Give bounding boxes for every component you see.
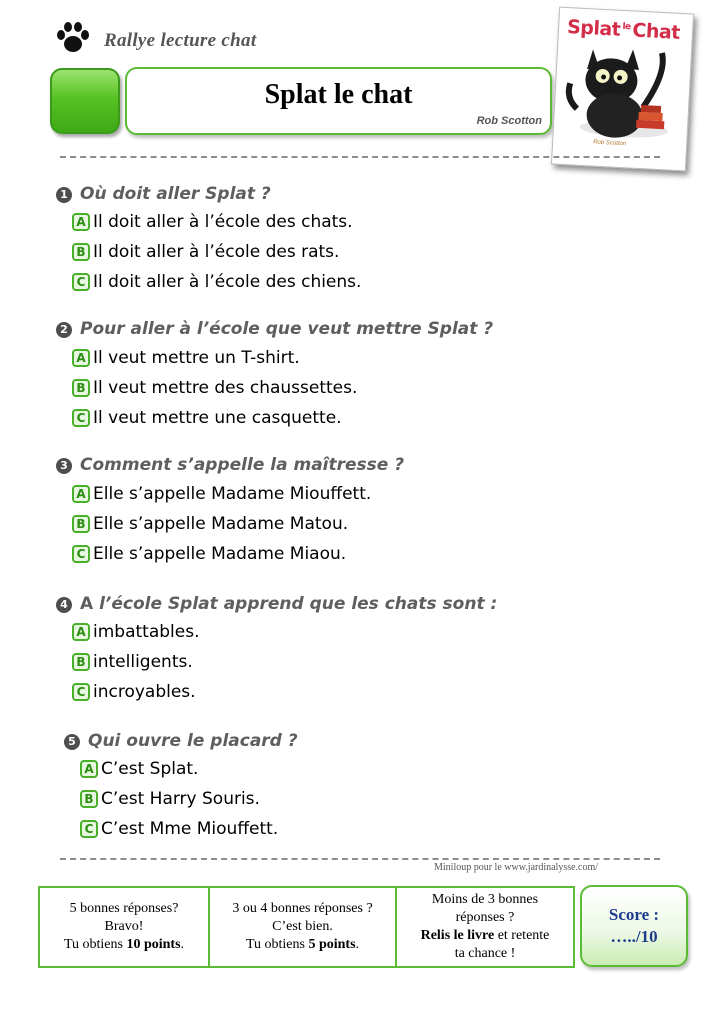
cell-text: et retente [494, 928, 550, 943]
answer-3b[interactable] [72, 514, 348, 534]
answer-text: intelligents. [93, 652, 193, 672]
cell-line: Moins de 3 bonnes [431, 892, 539, 907]
divider-bottom [60, 858, 660, 860]
option-a-badge: A [72, 623, 90, 641]
cover-title-splat: Splat [566, 16, 621, 41]
score-cell-10 [40, 888, 210, 966]
question-text: Comment s’appelle la maîtresse ? [80, 455, 405, 475]
answer-text: Elle s’appelle Madame Miaou. [93, 544, 347, 564]
score-box [580, 885, 688, 967]
question-text: l’école Splat apprend que les chats sont : [99, 594, 498, 614]
option-b-badge: B [72, 379, 90, 397]
cover-title-chat: Chat [631, 19, 681, 44]
question-1 [56, 184, 271, 204]
cell-line: 5 bonnes réponses? [69, 901, 179, 916]
answer-4a[interactable] [72, 622, 199, 642]
cell-line: C’est bien. [272, 919, 333, 934]
option-b-badge: B [72, 515, 90, 533]
book-cover-image [551, 7, 694, 172]
cell-text: Tu obtiens [245, 937, 309, 952]
option-a-badge: A [80, 760, 98, 778]
answer-text: Il veut mettre un T-shirt. [93, 348, 300, 368]
question-3 [56, 455, 404, 475]
cell-line [40, 936, 208, 954]
score-cell-retry [397, 888, 573, 966]
option-a-badge: A [72, 485, 90, 503]
cover-title-le: le [622, 21, 631, 33]
answer-5c[interactable] [80, 819, 278, 839]
score-label: Score : [608, 905, 660, 924]
cell-line [397, 927, 573, 945]
title-box [125, 67, 552, 135]
question-text: Qui ouvre le placard ? [88, 731, 298, 751]
question-number: 1 [56, 187, 72, 203]
paw-print-icon [55, 22, 91, 54]
answer-3a[interactable] [72, 484, 371, 504]
answer-4c[interactable] [72, 682, 196, 702]
answer-2a[interactable] [72, 348, 300, 368]
cell-text: . [180, 937, 185, 952]
cell-line [210, 936, 395, 954]
answer-2c[interactable] [72, 408, 342, 428]
cell-text: Tu obtiens [63, 937, 127, 952]
cell-line: Bravo! [104, 919, 144, 934]
page-title: Splat le chat [264, 79, 413, 110]
option-b-badge: B [72, 653, 90, 671]
answer-text: Il doit aller à l’école des chiens. [93, 272, 362, 292]
answer-text: Il doit aller à l’école des rats. [93, 242, 340, 262]
cover-author: Rob Scotton [593, 139, 627, 148]
answer-text: Il veut mettre une casquette. [93, 408, 342, 428]
cell-line: ta chance ! [454, 946, 516, 961]
option-b-badge: B [72, 243, 90, 261]
answer-1a[interactable] [72, 212, 353, 232]
answer-text: Elle s’appelle Madame Miouffett. [93, 484, 372, 504]
option-b-badge: B [80, 790, 98, 808]
option-c-badge: C [72, 409, 90, 427]
option-c-badge: C [80, 820, 98, 838]
option-c-badge: C [72, 683, 90, 701]
cell-text: . [355, 937, 360, 952]
rallye-heading: Rallye lecture chat [104, 30, 257, 51]
author-name: Rob Scotton [476, 115, 542, 127]
question-prefix: A [80, 594, 94, 614]
green-decor-square [50, 68, 120, 134]
question-5 [64, 731, 298, 751]
points-text: 10 points [126, 937, 181, 952]
question-number: 3 [56, 458, 72, 474]
answer-5b[interactable] [80, 789, 260, 809]
cell-line: 3 ou 4 bonnes réponses ? [232, 901, 373, 916]
answer-5a[interactable] [80, 759, 198, 779]
answer-1b[interactable] [72, 242, 339, 262]
answer-text: Il veut mettre des chaussettes. [93, 378, 358, 398]
answer-2b[interactable] [72, 378, 357, 398]
answer-text: C’est Splat. [101, 759, 199, 779]
answer-text: incroyables. [93, 682, 196, 702]
relis-text: Relis le livre [420, 928, 495, 943]
question-2 [56, 319, 493, 339]
answer-text: C’est Mme Miouffett. [101, 819, 279, 839]
answer-text: C’est Harry Souris. [101, 789, 260, 809]
option-c-badge: C [72, 545, 90, 563]
cell-line: réponses ? [455, 910, 515, 925]
answer-text: imbattables. [93, 622, 200, 642]
question-number: 4 [56, 597, 72, 613]
question-number: 2 [56, 322, 72, 338]
answer-text: Elle s’appelle Madame Matou. [93, 514, 349, 534]
option-c-badge: C [72, 273, 90, 291]
score-cell-5 [210, 888, 397, 966]
score-value: …../10 [610, 927, 658, 946]
option-a-badge: A [72, 213, 90, 231]
option-a-badge: A [72, 349, 90, 367]
credit-text: Miniloup pour le www.jardinalysse.com/ [434, 862, 599, 873]
question-text: Où doit aller Splat ? [80, 184, 271, 204]
score-table [38, 886, 575, 968]
divider-top [60, 156, 660, 158]
question-number: 5 [64, 734, 80, 750]
answer-4b[interactable] [72, 652, 193, 672]
question-4 [56, 594, 497, 614]
answer-text: Il doit aller à l’école des chats. [93, 212, 353, 232]
answer-3c[interactable] [72, 544, 346, 564]
answer-1c[interactable] [72, 272, 361, 292]
question-text: Pour aller à l’école que veut mettre Splat ? [80, 319, 494, 339]
points-text: 5 points [308, 937, 356, 952]
